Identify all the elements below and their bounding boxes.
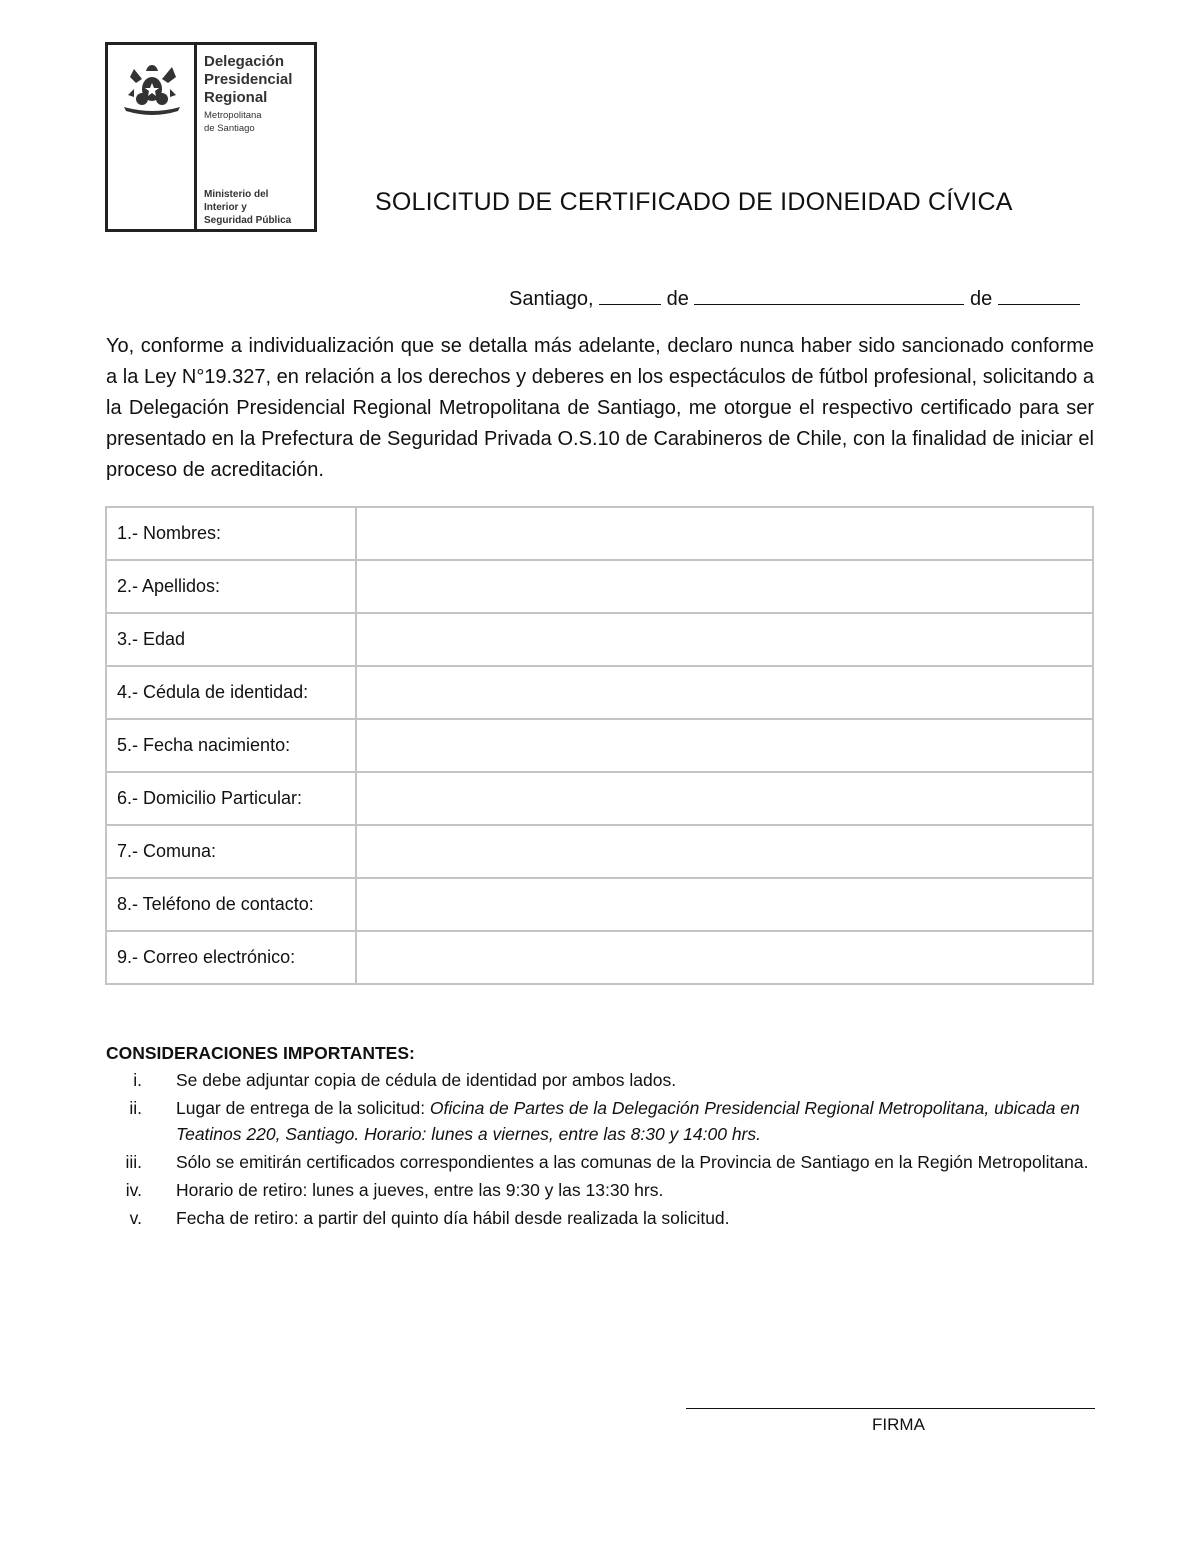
form-row <box>106 719 1093 772</box>
logo-ministry-line: Ministerio del <box>204 189 269 200</box>
form-field-input[interactable] <box>356 719 1093 772</box>
form-field-label: 3.- Edad <box>106 613 356 666</box>
form-field-input[interactable] <box>356 560 1093 613</box>
logo-org-line: Regional <box>204 89 268 106</box>
consideration-number: iv. <box>125 1180 142 1200</box>
form-field-input[interactable] <box>356 878 1093 931</box>
consideration-item <box>106 1067 1106 1093</box>
form-field-label: 6.- Domicilio Particular: <box>106 772 356 825</box>
logo-ministry-line: Interior y <box>204 202 247 213</box>
declaration-paragraph: Yo, conforme a individualización que se detalla más adelante, declaro nunca haber sido sancionado conforme a la Ley N°19.327, en relación a los derechos y deberes en los espectáculos de fútbol profesional, solicitando a la Delegación Presidencial Regional Metropolitana de Santiago, me otorgue el respectivo certificado para ser presentado en la Prefectura de Seguridad Privada O.S.10 de Carabineros de Chile, con la finalidad de iniciar el proceso de acreditación. <box>106 335 1094 481</box>
logo-ministry <box>204 188 291 227</box>
signature-label: FIRMA <box>872 1415 925 1434</box>
document-title: SOLICITUD DE CERTIFICADO DE IDONEIDAD CÍVICA <box>375 188 1013 216</box>
considerations-heading: CONSIDERACIONES IMPORTANTES: <box>106 1043 415 1063</box>
consideration-number: iii. <box>125 1152 142 1172</box>
form-field-label: 1.- Nombres: <box>106 507 356 560</box>
form-field-label: 7.- Comuna: <box>106 825 356 878</box>
form-field-input[interactable] <box>356 772 1093 825</box>
day-blank[interactable] <box>599 286 661 305</box>
consideration-text: Lugar de entrega de la solicitud: <box>176 1098 430 1118</box>
date-city: Santiago, <box>509 288 594 310</box>
form-row <box>106 772 1093 825</box>
coat-of-arms-icon <box>120 59 184 115</box>
considerations-section <box>106 1043 1106 1233</box>
date-line <box>509 286 1080 311</box>
logo-region-line: de Santiago <box>204 123 255 134</box>
considerations-list <box>106 1067 1106 1231</box>
consideration-number: v. <box>129 1208 142 1228</box>
consideration-number: i. <box>133 1070 142 1090</box>
logo-org-name <box>204 53 292 107</box>
date-de-label: de <box>970 288 993 310</box>
institution-logo <box>105 42 317 232</box>
form-row <box>106 613 1093 666</box>
form-field-input[interactable] <box>356 507 1093 560</box>
form-field-label: 5.- Fecha nacimiento: <box>106 719 356 772</box>
consideration-text: Horario de retiro: lunes a jueves, entre las 9:30 y las 13:30 hrs. <box>176 1180 664 1200</box>
form-field-input[interactable] <box>356 825 1093 878</box>
form-field-input[interactable] <box>356 666 1093 719</box>
form-row <box>106 878 1093 931</box>
logo-ministry-line: Seguridad Pública <box>204 215 292 226</box>
logo-region-line: Metropolitana <box>204 110 262 121</box>
month-blank[interactable] <box>694 286 964 305</box>
signature-line[interactable] <box>686 1408 1095 1409</box>
applicant-form <box>105 506 1094 985</box>
consideration-item <box>106 1205 1106 1231</box>
form-field-input[interactable] <box>356 931 1093 984</box>
logo-org-line: Presidencial <box>204 71 293 88</box>
consideration-text: Sólo se emitirán certificados correspondientes a las comunas de la Provincia de Santiago en la Región Metropolitana. <box>176 1152 1089 1172</box>
consideration-italic-text: Oficina de Partes de la Delegación Presidencial Regional Metropolitana, ubicada en Teatinos 220, Santiago. Horario: lunes a viernes, entre las 8:30 y 14:00 hrs. <box>176 1098 1080 1144</box>
consideration-text: Fecha de retiro: a partir del quinto día hábil desde realizada la solicitud. <box>176 1208 730 1228</box>
year-blank[interactable] <box>998 286 1080 305</box>
form-field-label: 2.- Apellidos: <box>106 560 356 613</box>
logo-region <box>204 109 262 135</box>
consideration-item <box>106 1095 1106 1147</box>
form-row <box>106 931 1093 984</box>
form-field-label: 9.- Correo electrónico: <box>106 931 356 984</box>
logo-org-line: Delegación <box>204 53 285 70</box>
form-field-label: 4.- Cédula de identidad: <box>106 666 356 719</box>
form-row <box>106 825 1093 878</box>
form-row <box>106 666 1093 719</box>
form-field-label: 8.- Teléfono de contacto: <box>106 878 356 931</box>
consideration-number: ii. <box>129 1098 142 1118</box>
date-de-label: de <box>666 288 689 310</box>
consideration-item <box>106 1149 1106 1175</box>
consideration-item <box>106 1177 1106 1203</box>
logo-divider <box>194 45 197 229</box>
form-row <box>106 507 1093 560</box>
consideration-text: Se debe adjuntar copia de cédula de identidad por ambos lados. <box>176 1070 677 1090</box>
form-row <box>106 560 1093 613</box>
form-field-input[interactable] <box>356 613 1093 666</box>
